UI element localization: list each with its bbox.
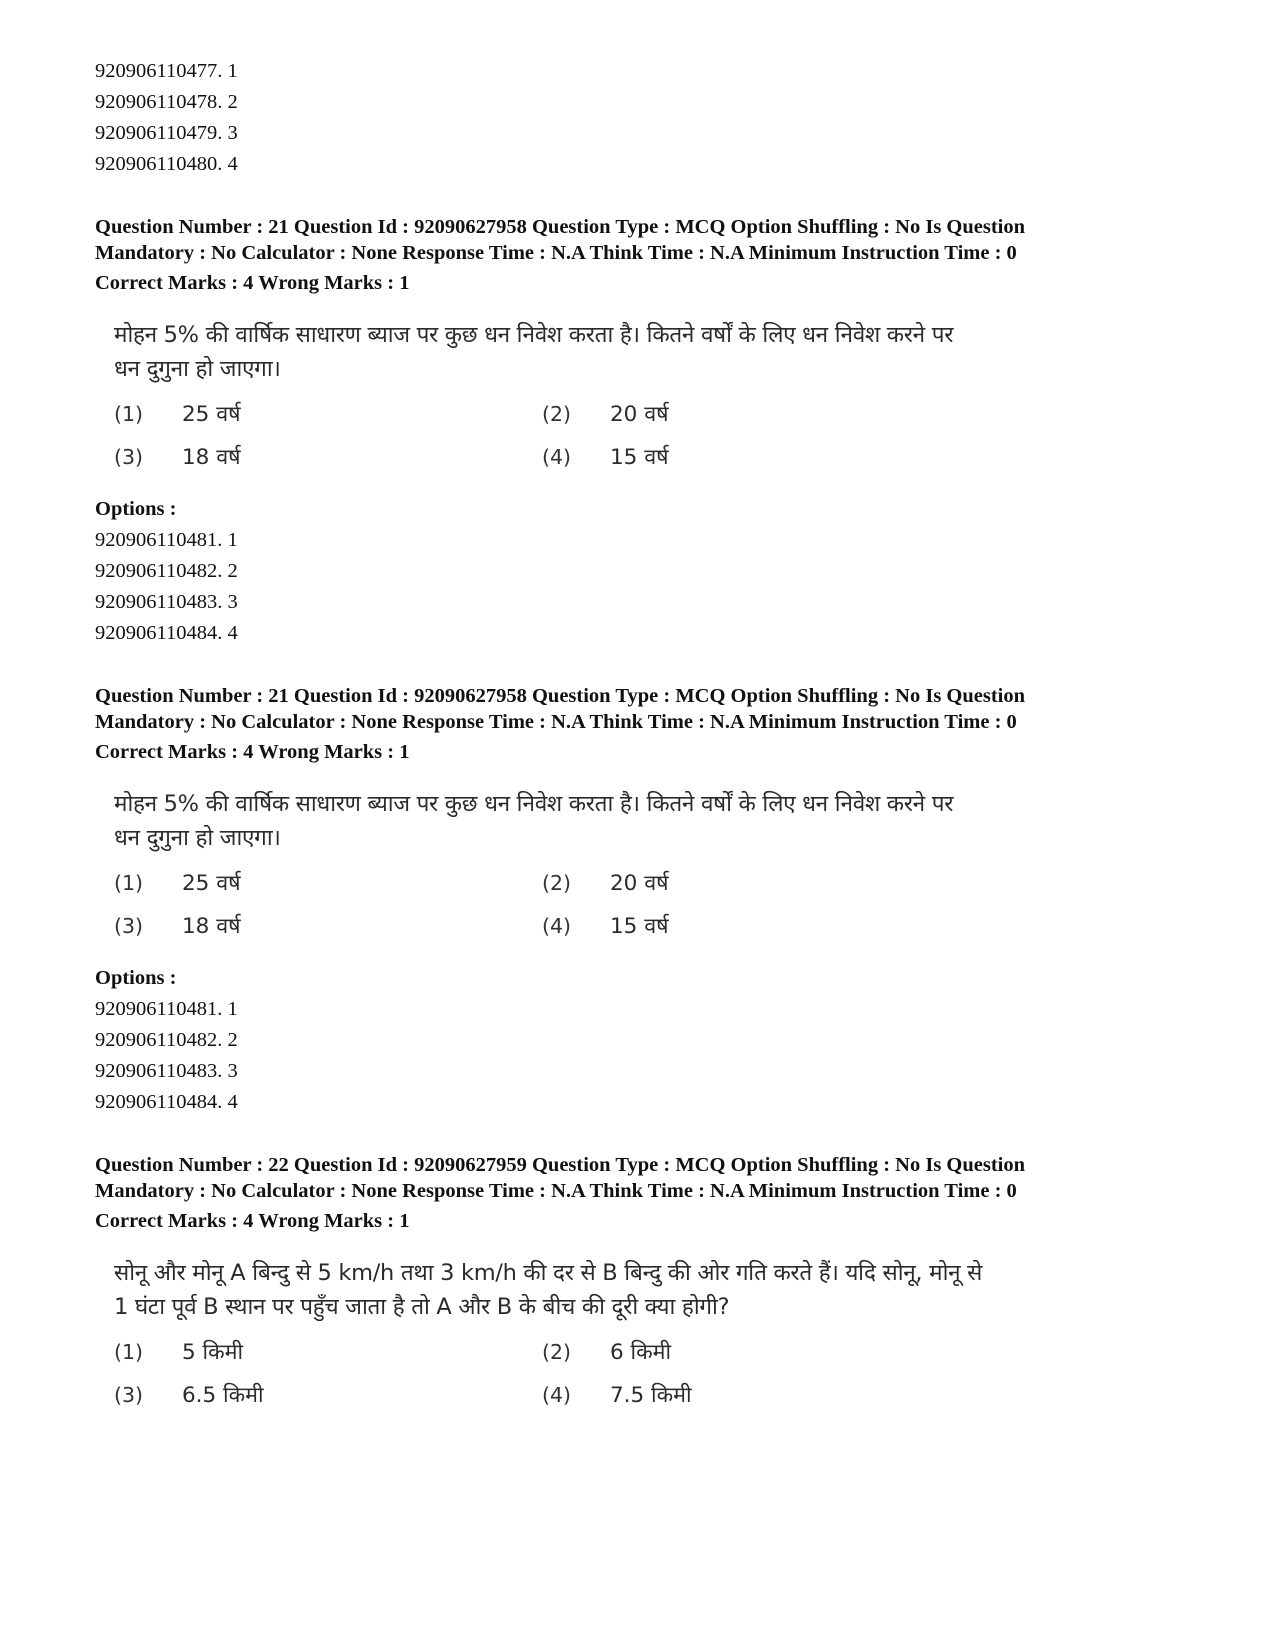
choice-number: (1) <box>114 1340 144 1364</box>
answer-choices <box>114 398 1185 474</box>
question-block <box>95 1152 1185 1412</box>
top-options-list <box>95 56 1185 180</box>
question-content <box>95 1256 1185 1412</box>
question-meta <box>95 683 1185 765</box>
choice-text: 20 वर्ष <box>610 402 669 427</box>
choice-number: (1) <box>114 402 144 426</box>
options-heading: Options : <box>95 967 177 989</box>
answer-choices <box>114 1336 1185 1412</box>
choice-number: (4) <box>542 445 572 469</box>
question-text-line: 1 घंटा पूर्व B स्थान पर पहुँच जाता है तो A और B के बीच की दूरी क्या होगी? <box>114 1294 730 1320</box>
question-text-line: सोनू और मोनू A बिन्दु से 5 km/h तथा 3 km/h की दर से B बिन्दु की ओर गति करते हैं। यदि सोनू, मोनू से <box>114 1260 983 1286</box>
option-item: 920906110478. 2 <box>95 91 238 113</box>
question-meta-line: Question Number : 21 Question Id : 92090627958 Question Type : MCQ Option Shuffling : No Is Question <box>95 685 1026 707</box>
question-text <box>114 1256 1034 1324</box>
choice-text: 18 वर्ष <box>182 445 241 470</box>
option-item: 920906110483. 3 <box>95 1060 238 1082</box>
choice-text: 25 वर्ष <box>182 871 241 896</box>
question-meta-line: Mandatory : No Calculator : None Response Time : N.A Think Time : N.A Minimum Instruction Time : 0 <box>95 711 1017 733</box>
option-item: 920906110482. 2 <box>95 560 238 582</box>
option-item: 920906110477. 1 <box>95 60 238 82</box>
choice-number: (2) <box>542 1340 572 1364</box>
option-item: 920906110481. 1 <box>95 529 238 551</box>
question-text-line: मोहन 5% की वार्षिक साधारण ब्याज पर कुछ धन निवेश करता है। कितने वर्षों के लिए धन निवेश करने पर <box>114 791 954 817</box>
choice-number: (2) <box>542 402 572 426</box>
question-meta-line: Question Number : 22 Question Id : 92090627959 Question Type : MCQ Option Shuffling : No Is Question <box>95 1154 1026 1176</box>
option-item: 920906110479. 3 <box>95 122 238 144</box>
question-text-line: मोहन 5% की वार्षिक साधारण ब्याज पर कुछ धन निवेश करता है। कितने वर्षों के लिए धन निवेश करने पर <box>114 322 954 348</box>
choice-text: 6.5 किमी <box>182 1383 264 1408</box>
question-text-line: धन दुगुना हो जाएगा। <box>114 356 281 382</box>
choice-text: 25 वर्ष <box>182 402 241 427</box>
question-meta <box>95 1152 1185 1234</box>
options-list <box>95 525 1185 649</box>
question-marks: Correct Marks : 4 Wrong Marks : 1 <box>95 1210 410 1232</box>
answer-choice <box>542 867 962 900</box>
choice-text: 6 किमी <box>610 1340 672 1365</box>
question-text <box>114 787 1034 855</box>
answer-choices <box>114 867 1185 943</box>
option-item: 920906110482. 2 <box>95 1029 238 1051</box>
answer-choice <box>542 441 962 474</box>
question-block <box>95 214 1185 649</box>
question-content <box>95 318 1185 474</box>
option-item: 920906110484. 4 <box>95 622 238 644</box>
options-list <box>95 994 1185 1118</box>
choice-number: (3) <box>114 1383 144 1407</box>
question-marks: Correct Marks : 4 Wrong Marks : 1 <box>95 272 410 294</box>
answer-choice <box>114 1379 542 1412</box>
answer-choice <box>114 867 542 900</box>
question-meta-line: Mandatory : No Calculator : None Response Time : N.A Think Time : N.A Minimum Instruction Time : 0 <box>95 242 1017 264</box>
question-marks: Correct Marks : 4 Wrong Marks : 1 <box>95 741 410 763</box>
choice-text: 18 वर्ष <box>182 914 241 939</box>
answer-choice <box>114 441 542 474</box>
choice-text: 20 वर्ष <box>610 871 669 896</box>
answer-choice <box>114 1336 542 1369</box>
choice-number: (2) <box>542 871 572 895</box>
answer-choice <box>542 1336 962 1369</box>
option-item: 920906110481. 1 <box>95 998 238 1020</box>
choice-number: (4) <box>542 1383 572 1407</box>
question-block <box>95 683 1185 1118</box>
option-item: 920906110480. 4 <box>95 153 238 175</box>
answer-choice <box>114 910 542 943</box>
answer-choice <box>542 1379 962 1412</box>
choice-number: (3) <box>114 445 144 469</box>
options-heading: Options : <box>95 498 177 520</box>
choice-text: 15 वर्ष <box>610 445 669 470</box>
document-page <box>95 56 1185 1412</box>
answer-choice <box>542 910 962 943</box>
question-meta-line: Question Number : 21 Question Id : 92090627958 Question Type : MCQ Option Shuffling : No Is Question <box>95 216 1026 238</box>
question-text-line: धन दुगुना हो जाएगा। <box>114 825 281 851</box>
option-item: 920906110483. 3 <box>95 591 238 613</box>
choice-text: 15 वर्ष <box>610 914 669 939</box>
question-content <box>95 787 1185 943</box>
question-text <box>114 318 1034 386</box>
choice-text: 7.5 किमी <box>610 1383 692 1408</box>
choice-number: (1) <box>114 871 144 895</box>
choice-text: 5 किमी <box>182 1340 244 1365</box>
question-meta-line: Mandatory : No Calculator : None Response Time : N.A Think Time : N.A Minimum Instruction Time : 0 <box>95 1180 1017 1202</box>
choice-number: (3) <box>114 914 144 938</box>
answer-choice <box>542 398 962 431</box>
choice-number: (4) <box>542 914 572 938</box>
answer-choice <box>114 398 542 431</box>
option-item: 920906110484. 4 <box>95 1091 238 1113</box>
question-meta <box>95 214 1185 296</box>
